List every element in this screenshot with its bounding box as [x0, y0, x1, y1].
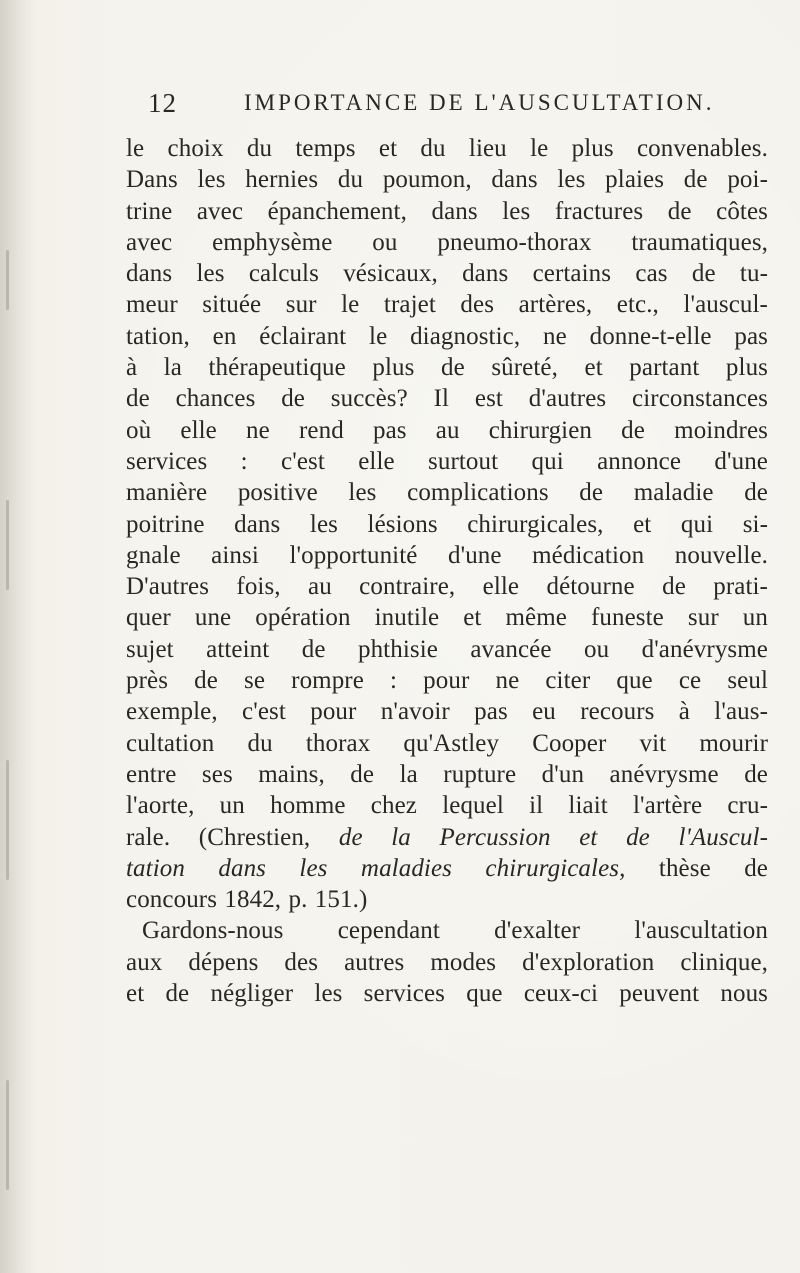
text-line: gnale ainsi l'opportunité d'une médication nouvelle. [126, 541, 768, 569]
text-line-paragraph-start: Gardons-nous cependant d'exalter l'auscultation [142, 917, 768, 945]
text-line: de chances de succès? Il est d'autres circonstances [126, 385, 768, 413]
text-line: où elle ne rend pas au chirurgien de moindres [126, 416, 768, 444]
running-head: IMPORTANCE DE L'AUSCULTATION. [244, 90, 715, 115]
page-number: 12 [148, 88, 177, 118]
text-line: cultation du thorax qu'Astley Cooper vit mourir [126, 729, 768, 757]
text-line: manière positive les complications de maladie de [126, 479, 768, 507]
text-line: Dans les hernies du poumon, dans les plaies de poi- [126, 166, 768, 194]
citation-title-part1: de la Percussion et de l'Auscul- [338, 823, 768, 851]
text-line: exemple, c'est pour n'avoir pas eu recours à l'aus- [126, 698, 768, 726]
text-line: tation, en éclairant le diagnostic, ne donne-t-elle pas [126, 322, 768, 350]
text-line: et de négliger les services que ceux-ci peuvent nous [126, 980, 768, 1008]
text-line: services : c'est elle surtout qui annonce d'une [126, 447, 768, 475]
citation-author: rale. (Chrestien, [126, 823, 311, 851]
text-line: le choix du temps et du lieu le plus convenables. [126, 135, 768, 162]
text-line: aux dépens des autres modes d'exploration clinique, [126, 948, 768, 976]
text-line: meur située sur le trajet des artères, etc., l'auscul- [126, 291, 768, 319]
text-line-citation-cont [126, 853, 768, 884]
citation-type: thèse de [658, 854, 768, 882]
text-line: poitrine dans les lésions chirurgicales, et qui si- [126, 510, 768, 538]
text-line: trine avec épanchement, dans les fractures de côtes [126, 197, 768, 225]
text-line: près de se rompre : pour ne citer que ce seul [126, 667, 768, 695]
gutter-mark [6, 760, 9, 880]
text-line: l'aorte, un homme chez lequel il liait l'artère cru- [126, 792, 768, 820]
text-line: entre ses mains, de la rupture d'un anévrysme de [126, 760, 768, 788]
text-line: avec emphysème ou pneumo-thorax traumatiques, [126, 228, 768, 256]
gutter-mark [6, 500, 9, 590]
text-line: D'autres fois, au contraire, elle détourne de prati- [126, 573, 768, 601]
text-line: quer une opération inutile et même funeste sur un [126, 604, 768, 632]
gutter-mark [6, 1080, 9, 1190]
page-header [148, 88, 768, 124]
body-text [126, 133, 768, 1009]
text-line: dans les calculs vésicaux, dans certains cas de tu- [126, 260, 768, 288]
page-gutter-shadow [0, 0, 34, 1273]
text-line: à la thérapeutique plus de sûreté, et partant plus [126, 354, 768, 382]
text-line-citation-start [126, 822, 768, 853]
citation-title-part2: tation dans les maladies chirurgicales, [126, 854, 626, 882]
text-line: sujet atteint de phthisie avancée ou d'anévrysme [126, 635, 768, 663]
gutter-mark [6, 250, 9, 310]
text-line: concours 1842, p. 151.) [126, 886, 368, 914]
